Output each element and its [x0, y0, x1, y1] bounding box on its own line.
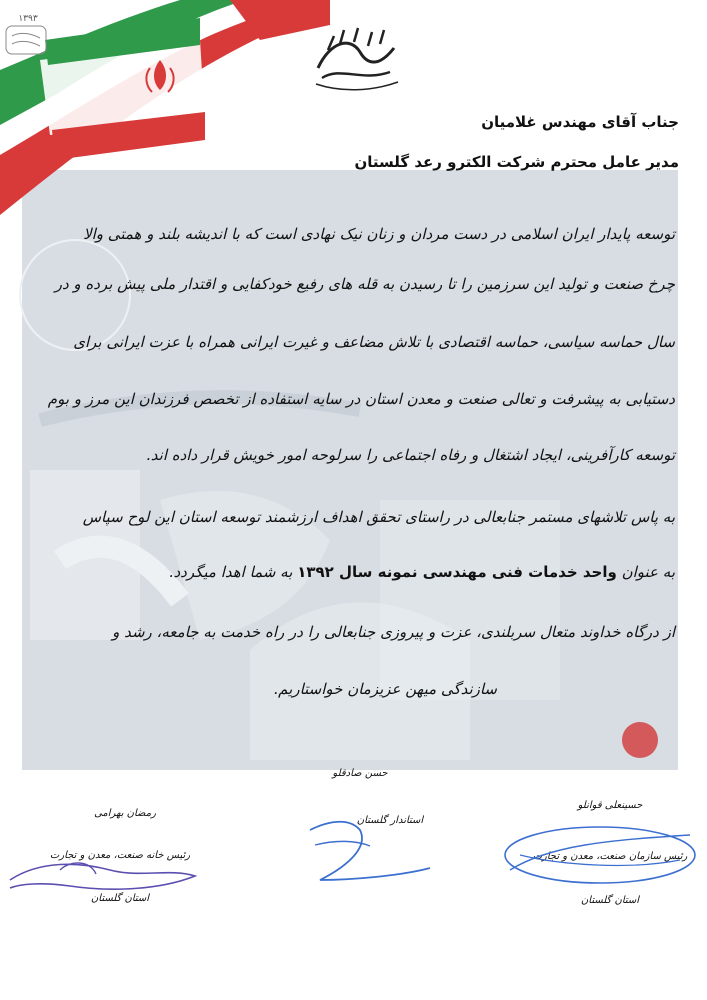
- basmala-calligraphy-icon: [310, 22, 402, 94]
- left-signature: [0, 840, 210, 900]
- award-suffix: به شما اهدا میگردد.: [168, 563, 293, 581]
- body-line-3: سال حماسه سیاسی، حماسه اقتصادی با تلاش مضاعف و غیرت ایرانی همراه با عزت ایرانی برای: [73, 333, 675, 351]
- center-signature: [290, 810, 450, 890]
- addressee-name: جناب آقای مهندس غلامیان: [481, 113, 679, 131]
- left-signer-title: رئیس خانه صنعت، معدن و تجارت: [49, 850, 191, 861]
- center-signer-title: استاندار گلستان: [356, 815, 424, 826]
- closing-line-2: سازندگی میهن عزیزمان خواستاریم.: [273, 680, 497, 698]
- right-signer-region: استان گلستان: [580, 895, 640, 906]
- award-line: [169, 563, 675, 581]
- right-signer-title: رئیس سازمان صنعت، معدن و تجارت: [532, 851, 688, 862]
- body-line-2: چرخ صنعت و تولید این سرزمین را تا رسیدن به قله های رفیع خودکفایی و اقتدار ملی پیش برده و در: [54, 275, 675, 293]
- body-line-4: دستیابی به پیشرفت و تعالی صنعت و معدن استان در سایه استفاده از تخصص فرزندان این مرز و بوم: [47, 390, 675, 408]
- left-signer-region: استان گلستان: [90, 893, 150, 904]
- award-prefix: به عنوان: [621, 563, 675, 581]
- closing-line-1: از درگاه خداوند متعال سربلندی، عزت و پیروزی جنابعالی را در راه خدمت به جامعه، رشد و: [112, 623, 675, 641]
- body-line-6: به پاس تلاشهای مستمر جنابعالی در راستای تحقق اهداف ارزشمند توسعه استان این لوح سپاس: [82, 508, 675, 526]
- basmala-text: بسم الله الرحمن الرحیم: [356, 92, 367, 93]
- right-signer-name: حسینعلی قوانلو: [577, 800, 643, 811]
- body-line-5: توسعه کارآفرینی، ایجاد اشتغال و رفاه اجتماعی را سرلوحه امور خویش قرار داده اند.: [146, 446, 675, 464]
- date-mark: ۱۳۹۳: [18, 14, 38, 24]
- center-signer-name: حسن صادقلو: [332, 768, 388, 779]
- addressee-position: مدیر عامل محترم شرکت الکترو رعد گلستان: [354, 153, 679, 171]
- body-line-1: توسعه پایدار ایران اسلامی در دست مردان و زنان نیک نهادی است که با اندیشه بلند و همتی والا: [83, 225, 675, 243]
- award-title: واحد خدمات فنی مهندسی نمونه سال ۱۳۹۲: [297, 563, 617, 581]
- right-signature: [490, 815, 707, 895]
- left-signer-name: رمضان بهرامی: [94, 808, 156, 819]
